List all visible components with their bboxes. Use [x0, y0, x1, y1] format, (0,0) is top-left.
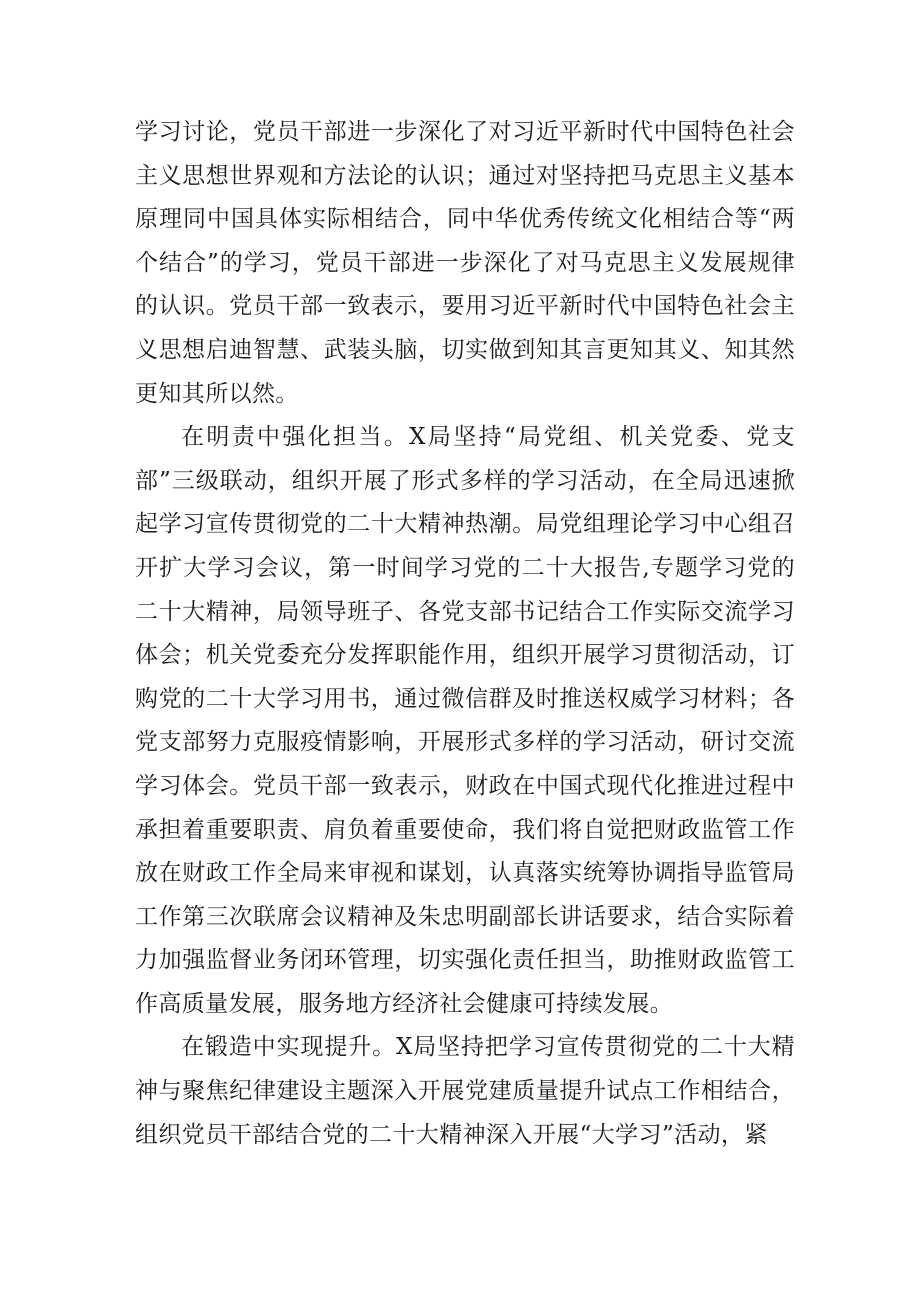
paragraph-worldview-study: 学习讨论，党员干部进一步深化了对习近平新时代中国特色社会主义思想世界观和方法论的认识；通过对坚持把马克思主义基本原理同中国具体实际相结合，同中华优秀传统文化相结合等“两个结合”的学习，党员干部进一步深化了对马克思主义发展规律的认识。党员干部一致表示，要用习近平新时代中国特色社会主义思想启迪智慧、武装头脑，切实做到知其言更知其义、知其然更知其所以然。	[135, 119, 795, 407]
paragraph-responsibility: 在明责中强化担当。X局坚持“局党组、机关党委、党支部”三级联动，组织开展了形式多样的学习活动，在全局迅速掀起学习宣传贯彻党的二十大精神热潮。局党组理论学习中心组召开扩大学习会议，第一时间学习党的二十大报告,专题学习党的二十大精神，局领导班子、各党支部书记结合工作实际交流学习体会；机关党委充分发挥职能作用，组织开展学习贯彻活动，订购党的二十大学习用书，通过微信群及时推送权威学习材料；各党支部努力克服疫情影响，开展形式多样的学习活动，研讨交流学习体会。党员干部一致表示，财政在中国式现代化推进过程中承担着重要职责、肩负着重要使命，我们将自觉把财政监管工作放在财政工作全局来审视和谋划，认真落实统筹协调指导监管局工作第三次联席会议精神及朱忠明副部长讲话要求，结合实际着力加强监督业务闭环管理，切实强化责任担当，助推财政监管工作高质量发展，服务地方经济社会健康可持续发展。	[135, 424, 795, 1017]
paragraph-forging-improvement: 在锻造中实现提升。X局坚持把学习宣传贯彻党的二十大精神与聚焦纪律建设主题深入开展党建质量提升试点工作相结合，组织党员干部结合党的二十大精神深入开展“大学习”活动，紧	[135, 1034, 795, 1148]
document-body	[135, 111, 795, 1157]
